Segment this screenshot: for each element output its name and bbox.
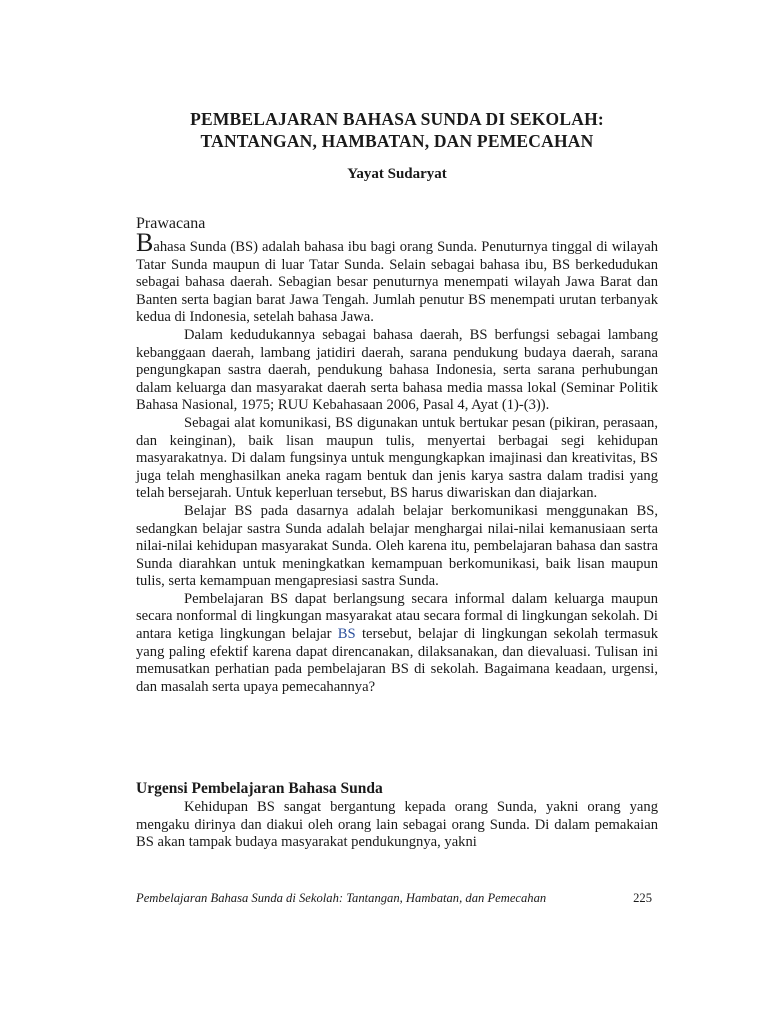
section-urgensi-body bbox=[136, 799, 658, 852]
section-heading-urgensi: Urgensi Pembelajaran Bahasa Sunda bbox=[136, 780, 383, 797]
paragraph-5 bbox=[136, 591, 658, 697]
paragraph-6: Kehidupan BS sangat bergantung kepada orang Sunda, yakni orang yang mengaku dirinya dan diakui oleh orang lain sebagai orang Sunda. Di dalam pemakaian BS akan tampak budaya masyarakat pendukungnya, yakni bbox=[136, 799, 658, 851]
paragraph-1 bbox=[136, 228, 658, 327]
author-name: Yayat Sudaryat bbox=[347, 166, 447, 182]
drop-cap: B bbox=[136, 228, 154, 257]
paragraph-1-text: ahasa Sunda (BS) adalah bahasa ibu bagi orang Sunda. Penuturnya tinggal di wilayah Tatar Sunda maupun di luar Tatar Sunda. Selain sebagai bahasa ibu, BS berkedudukan sebagai bahasa daerah. Sebagian besar penuturnya menempati wilayah Jawa Barat dan Banten serta bagian barat Jawa Tengah. Jumlah penutur BS menempati urutan terbanyak kedua di Indonesia, setelah bahasa Jawa. bbox=[136, 239, 658, 326]
paragraph-5-text-b: tersebut, belajar di lingkungan sekolah termasuk yang paling efektif karena dapat direncanakan, dilaksanakan, dan dievaluasi. Tulisan ini memusatkan perhatian pada pembelajaran BS di sekolah. Bagaimana keadaan, urgensi, dan masalah serta upaya pemecahannya? bbox=[136, 626, 658, 695]
title-line-2: TANTANGAN, HAMBATAN, DAN PEMECAHAN bbox=[200, 131, 594, 151]
section-heading-prawacana: Prawacana bbox=[136, 215, 206, 232]
paragraph-4: Belajar BS pada dasarnya adalah belajar berkomunikasi menggunakan BS, sedangkan belajar sastra Sunda adalah belajar menghargai nilai-nilai kemanusiaan serta nilai-nilai kehidupan masyarakat Sunda. Oleh karena itu, pembelajaran bahasa dan sastra Sunda diarahkan untuk meningkatkan kemampuan berkomunikasi, baik lisan maupun tulis, serta kemampuan mengapresiasi sastra Sunda. bbox=[136, 502, 658, 590]
page-footer bbox=[136, 891, 658, 906]
paragraph-5-text-a: Pembelajaran BS dapat berlangsung secara informal dalam keluarga maupun secara nonformal di lingkungan masyarakat atau secara formal di lingkungan sekolah. Di antara ketiga lingkungan belajar bbox=[136, 590, 658, 643]
title-line-1: PEMBELAJARAN BAHASA SUNDA DI SEKOLAH: bbox=[190, 109, 604, 129]
article-title bbox=[136, 108, 658, 152]
bs-link[interactable]: BS bbox=[337, 626, 356, 643]
page-number: 225 bbox=[633, 891, 652, 905]
paragraph-2: Dalam kedudukannya sebagai bahasa daerah, BS berfungsi sebagai lambang kebanggaan daerah, lambang jatidiri daerah, sarana pendukung budaya daerah, sarana pengungkapan sastra daerah, pendukung bahasa Indonesia, serta sarana perhubungan dalam keluarga dan masyarakat daerah serta bahasa media massa lokal (Seminar Politik Bahasa Nasional, 1975; RUU Kebahasaan 2006, Pasal 4, Ayat (1)-(3)). bbox=[136, 326, 658, 414]
running-title: Pembelajaran Bahasa Sunda di Sekolah: Tantangan, Hambatan, dan Pemecahan bbox=[136, 891, 547, 905]
section-prawacana-body bbox=[136, 228, 658, 696]
paragraph-3: Sebagai alat komunikasi, BS digunakan untuk bertukar pesan (pikiran, perasaan, dan keinginan), baik lisan maupun tulis, menyertai berbagai segi kehidupan masyarakatnya. Di dalam fungsinya untuk mengungkapkan imajinasi dan kreativitas, BS juga telah menghasilkan aneka ragam bentuk dan jenis karya sastra dalam tradisi yang telah bersejarah. Untuk keperluan tersebut, BS harus diwariskan dan diajarkan. bbox=[136, 414, 658, 502]
